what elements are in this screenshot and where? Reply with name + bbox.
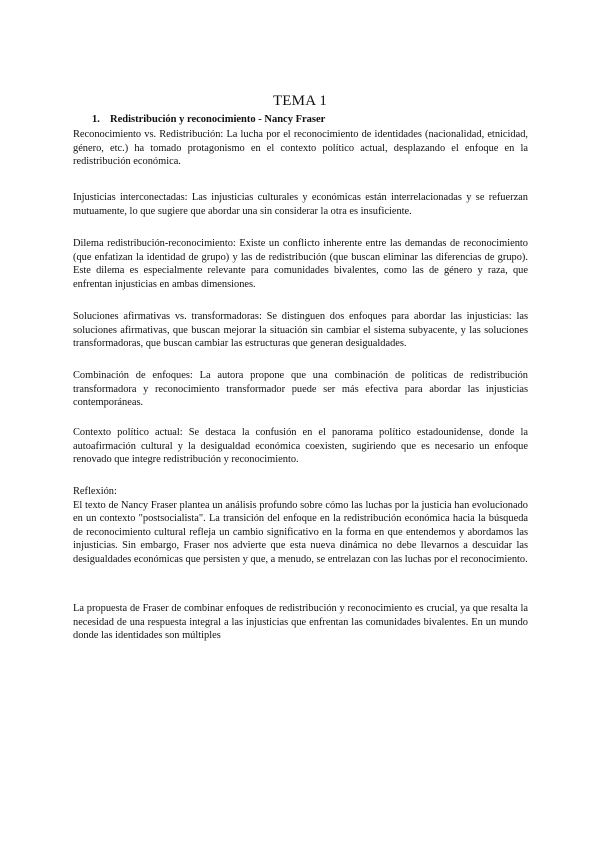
section-heading-text: Redistribución y reconocimiento - Nancy Fraser: [110, 114, 326, 125]
section-heading: [92, 114, 325, 125]
reflection-paragraph: El texto de Nancy Fraser plantea un análisis profundo sobre cómo las luchas por la justicia han evolucionado en un contexto "postsocialista". La transición del enfoque en la redistribución económica hacia la búsqueda de reconocimiento cultural refleja un cambio significativo en la forma en que entendemos y abordamos las injusticias. Sin embargo, Fraser nos advierte que esta nueva dinámica no debe llevarnos a descuidar las desigualdades económicas que persisten y que, a menudo, se entrelazan con las luchas por el reconocimiento.: [73, 499, 528, 565]
section-number: 1.: [92, 114, 100, 125]
document-title: TEMA 1: [272, 93, 328, 109]
reflection-section: [73, 485, 528, 566]
paragraph: Injusticias interconectadas: Las injusticias culturales y económicas están interrelacionadas y se refuerzan mutuamente, lo que sugiere que abordar una sin considerar la otra es insuficiente.: [73, 192, 528, 217]
reflection-label: Reflexión:: [73, 486, 117, 497]
paragraph-combination: [73, 369, 528, 410]
paragraph-affirmative-vs-transformative: [73, 310, 528, 351]
paragraph: Reconocimiento vs. Redistribución: La lucha por el reconocimiento de identidades (nacionalidad, etnicidad, género, etc.) ha tomado protagonismo en el contexto político actual, desplazando el enfoque en la redistribución económica.: [73, 129, 528, 167]
paragraph: Contexto político actual: Se destaca la confusión en el panorama político estadounidense, donde la autoafirmación cultural y la desigualdad económica coexisten, sugiriendo que es necesario un enfoque renovado que integre redistribución y reconocimiento.: [73, 427, 528, 465]
paragraph: Combinación de enfoques: La autora propone que una combinación de políticas de redistribución transformadora y reconocimiento transformador puede ser más efectiva para abordar las injusticias contemporáneas.: [73, 370, 528, 408]
paragraph-dilemma: [73, 237, 528, 291]
paragraph: Soluciones afirmativas vs. transformadoras: Se distinguen dos enfoques para abordar las injusticias: las soluciones afirmativas, que buscan mejorar la situación sin cambiar el sistema subyacente, y las soluciones transformadoras, que buscan cambiar las estructuras que generan desigualdades.: [73, 311, 528, 349]
paragraph-interconnected-injustices: [73, 191, 528, 218]
paragraph: Dilema redistribución-reconocimiento: Existe un conflicto inherente entre las demandas de reconocimiento (que enfatizan la identidad de grupo) y las de redistribución (que buscan eliminar las diferencias de grupo). Este dilema es especialmente relevante para comunidades bivalentes, como las de género y raza, que enfrentan injusticias en ambas dimensiones.: [73, 238, 528, 290]
paragraph-political-context: [73, 426, 528, 467]
paragraph-recognition-vs-redistribution: [73, 128, 528, 169]
reflection-paragraph: La propuesta de Fraser de combinar enfoques de redistribución y reconocimiento es crucial, ya que resalta la necesidad de una respuesta integral a las injusticias que enfrentan las comunidades bivalentes. En un mundo donde las identidades son múltiples: [73, 603, 528, 641]
reflection-proposal: [73, 602, 528, 643]
